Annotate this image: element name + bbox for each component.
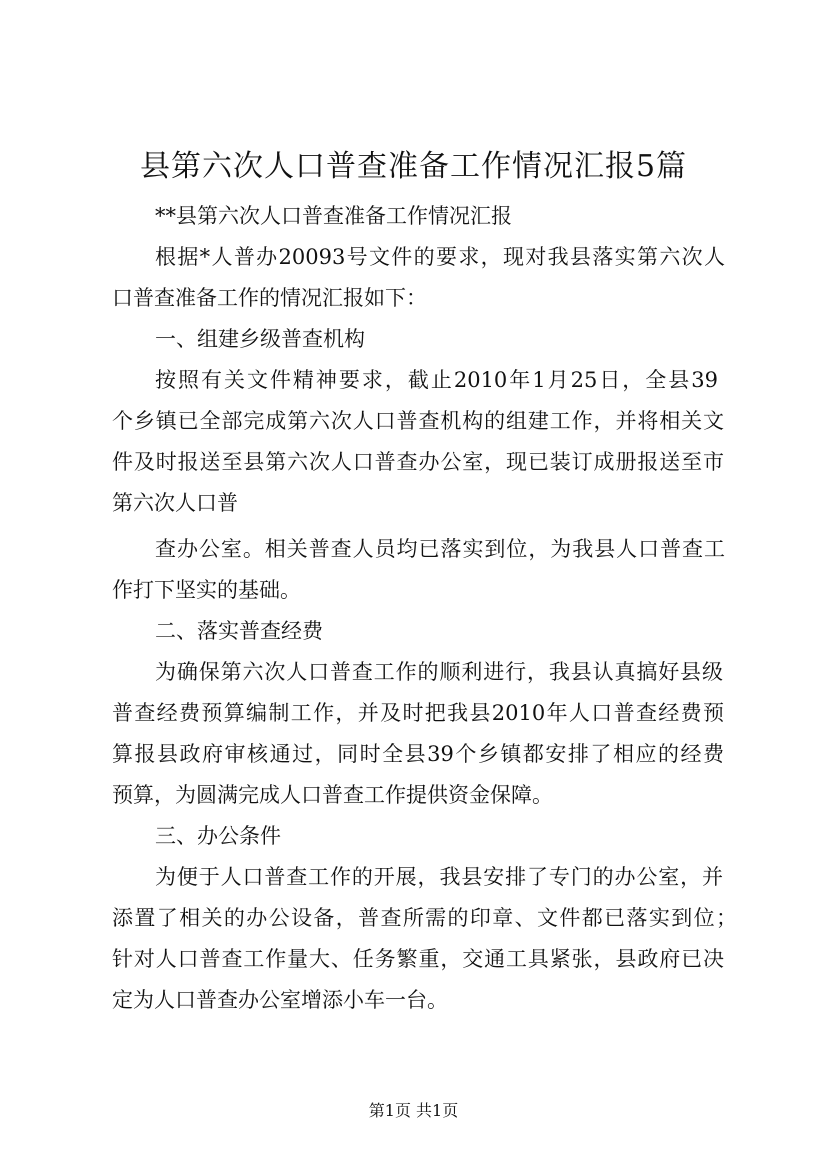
paragraph-line: 预算，为圆满完成人口普查工作提供资金保障。 xyxy=(112,783,553,807)
paragraph-line: 为确保第六次人口普查工作的顺利进行，我县认真搞好县级 xyxy=(155,660,723,684)
paragraph-line: 针对人口普查工作量大、任务繁重，交通工具紧张，县政府已决 xyxy=(112,947,724,971)
paragraph-line: 按照有关文件精神要求，截止2010年1月25日，全县39 xyxy=(155,368,718,392)
paragraph-line: 查办公室。相关普查人员均已落实到位，为我县人口普查工 xyxy=(155,537,725,561)
section-heading: 一、组建乡级普查机构 xyxy=(155,327,365,351)
paragraph-line: 普查经费预算编制工作，并及时把我县2010年人口普查经费预 xyxy=(112,701,724,725)
page-footer: 第1页 共1页 xyxy=(368,1101,459,1120)
paragraph-line: 定为人口普查办公室增添小车一台。 xyxy=(112,988,448,1012)
paragraph-line: 为便于人口普查工作的开展，我县安排了专门的办公室，并 xyxy=(155,865,723,889)
subtitle-line: **县第六次人口普查准备工作情况汇报 xyxy=(155,204,512,228)
paragraph-line: 个乡镇已全部完成第六次人口普查机构的组建工作，并将相关文 xyxy=(112,409,724,433)
paragraph-line: 根据*人普办20093号文件的要求，现对我县落实第六次人 xyxy=(155,245,725,269)
paragraph-line: 第六次人口普 xyxy=(112,491,238,515)
paragraph-line: 算报县政府审核通过，同时全县39个乡镇都安排了相应的经费 xyxy=(112,742,724,766)
section-heading: 二、落实普查经费 xyxy=(155,619,323,643)
paragraph-line: 件及时报送至县第六次人口普查办公室，现已装订成册报送至市 xyxy=(112,450,724,474)
document-title: 县第六次人口普查准备工作情况汇报5篇 xyxy=(139,149,688,184)
paragraph-line: 口普查准备工作的情况汇报如下： xyxy=(112,286,427,310)
section-heading: 三、办公条件 xyxy=(155,824,281,848)
paragraph-line: 作打下坚实的基础。 xyxy=(112,578,301,602)
paragraph-line: 添置了相关的办公设备，普查所需的印章、文件都已落实到位； xyxy=(112,906,737,930)
